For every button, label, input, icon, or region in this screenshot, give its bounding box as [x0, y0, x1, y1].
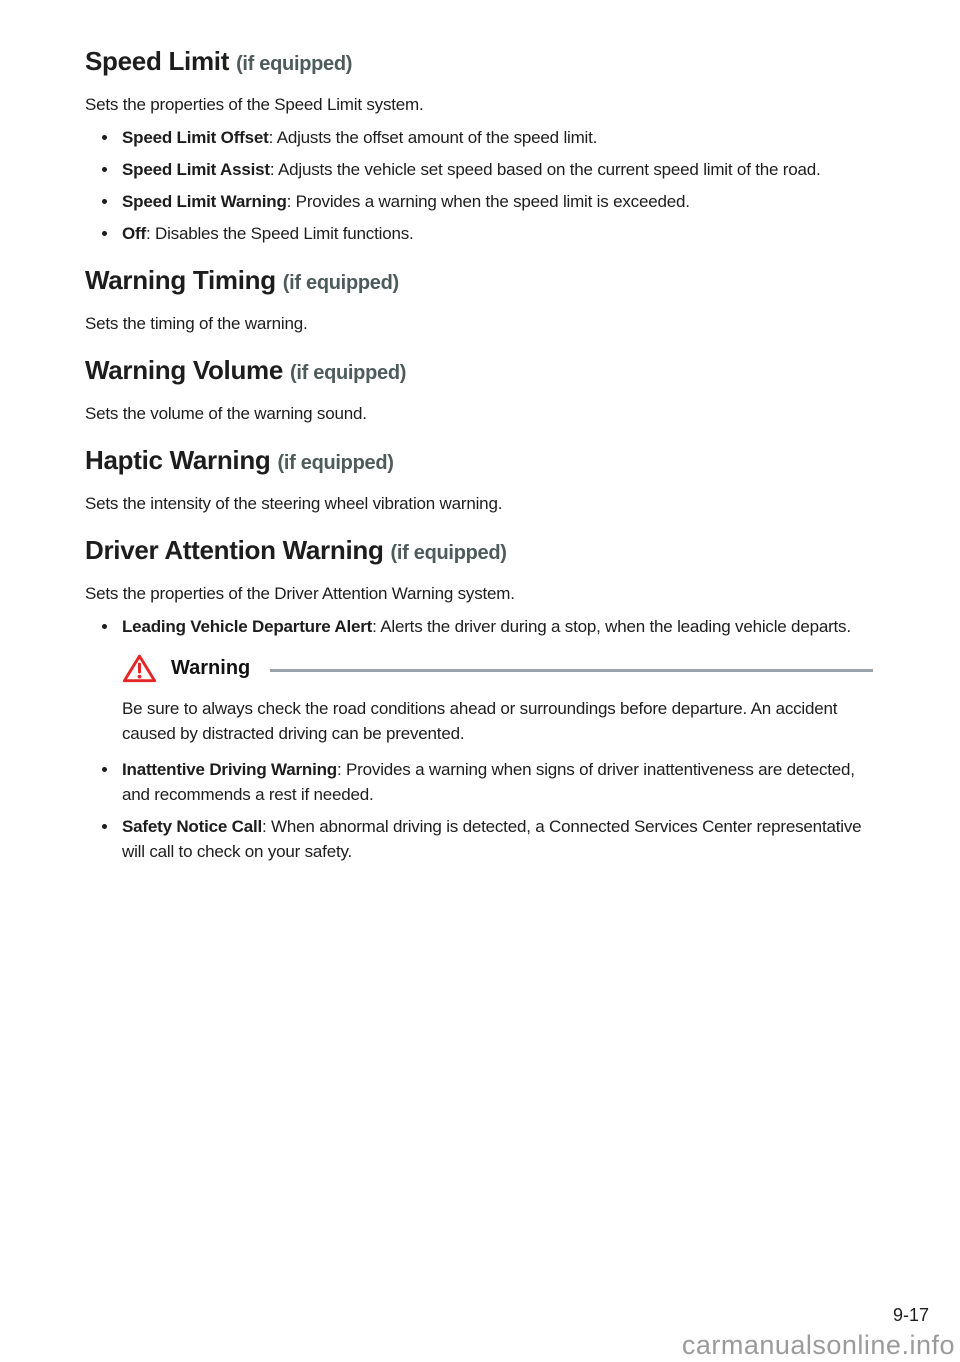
section-title-text: Warning Timing	[85, 265, 276, 295]
list-item	[85, 614, 885, 639]
section-title-driver-attention-warning	[85, 535, 935, 569]
bullet-term: Speed Limit Warning	[122, 192, 287, 211]
section-title-text: Driver Attention Warning	[85, 535, 384, 565]
section-intro: Sets the intensity of the steering wheel vibration warning.	[85, 494, 503, 513]
warning-rule-divider	[270, 669, 873, 672]
if-equipped-label: (if equipped)	[290, 362, 407, 384]
bullet-dot-icon	[102, 199, 107, 204]
section-intro: Sets the properties of the Speed Limit system.	[85, 95, 424, 114]
section-intro: Sets the properties of the Driver Attention Warning system.	[85, 584, 515, 603]
driver-attention-options-list	[85, 614, 935, 639]
bullet-dot-icon	[102, 824, 107, 829]
bullet-dot-icon	[102, 135, 107, 140]
section-title-text: Warning Volume	[85, 355, 284, 385]
section-title-warning-volume	[85, 355, 935, 389]
warning-callout-header	[122, 653, 873, 684]
warning-triangle-icon	[122, 653, 157, 684]
bullet-term: Speed Limit Offset	[122, 128, 269, 147]
if-equipped-label: (if equipped)	[236, 53, 353, 75]
bullet-term: Inattentive Driving Warning	[122, 760, 337, 779]
bullet-term: Speed Limit Assist	[122, 160, 270, 179]
list-item	[85, 189, 885, 214]
bullet-dot-icon	[102, 624, 107, 629]
watermark: carmanualsonline.info	[681, 1330, 955, 1360]
if-equipped-label: (if equipped)	[277, 452, 394, 474]
bullet-description: : Provides a warning when signs of driver inattentiveness are detected, and recommends a rest if needed.	[122, 760, 855, 804]
bullet-dot-icon	[102, 231, 107, 236]
bullet-description: : Adjusts the vehicle set speed based on the current speed limit of the road.	[269, 160, 821, 179]
list-item	[85, 814, 885, 864]
warning-text: Be sure to always check the road conditions ahead or surroundings before departure. An accident caused by distracted driving can be prevented.	[122, 699, 838, 743]
driver-attention-options-list-continued	[85, 757, 935, 864]
bullet-dot-icon	[102, 767, 107, 772]
speed-limit-options-list	[85, 125, 935, 246]
bullet-description: : Provides a warning when the speed limit is exceeded.	[286, 192, 690, 211]
bullet-term: Safety Notice Call	[122, 817, 263, 836]
list-item	[85, 221, 885, 246]
list-item	[85, 157, 885, 182]
section-intro: Sets the timing of the warning.	[85, 314, 308, 333]
section-title-warning-timing	[85, 265, 935, 299]
warning-label: Warning	[171, 657, 251, 679]
if-equipped-label: (if equipped)	[390, 542, 507, 564]
bullet-description: : Disables the Speed Limit functions.	[145, 224, 414, 243]
bullet-description: : Adjusts the offset amount of the speed limit.	[268, 128, 598, 147]
section-title-speed-limit	[85, 46, 935, 80]
bullet-dot-icon	[102, 167, 107, 172]
warning-callout	[85, 653, 935, 746]
section-title-text: Haptic Warning	[85, 445, 271, 475]
list-item	[85, 125, 885, 150]
bullet-description: : When abnormal driving is detected, a Connected Services Center representative will call to check on your safety.	[122, 817, 862, 861]
section-intro: Sets the volume of the warning sound.	[85, 404, 367, 423]
bullet-description: : Alerts the driver during a stop, when the leading vehicle departs.	[372, 617, 851, 636]
if-equipped-label: (if equipped)	[282, 272, 399, 294]
section-title-text: Speed Limit	[85, 46, 230, 76]
page-number: 9-17	[892, 1305, 929, 1325]
section-title-haptic-warning	[85, 445, 935, 479]
list-item	[85, 757, 885, 807]
bullet-term: Off	[122, 224, 146, 243]
bullet-term: Leading Vehicle Departure Alert	[122, 617, 373, 636]
